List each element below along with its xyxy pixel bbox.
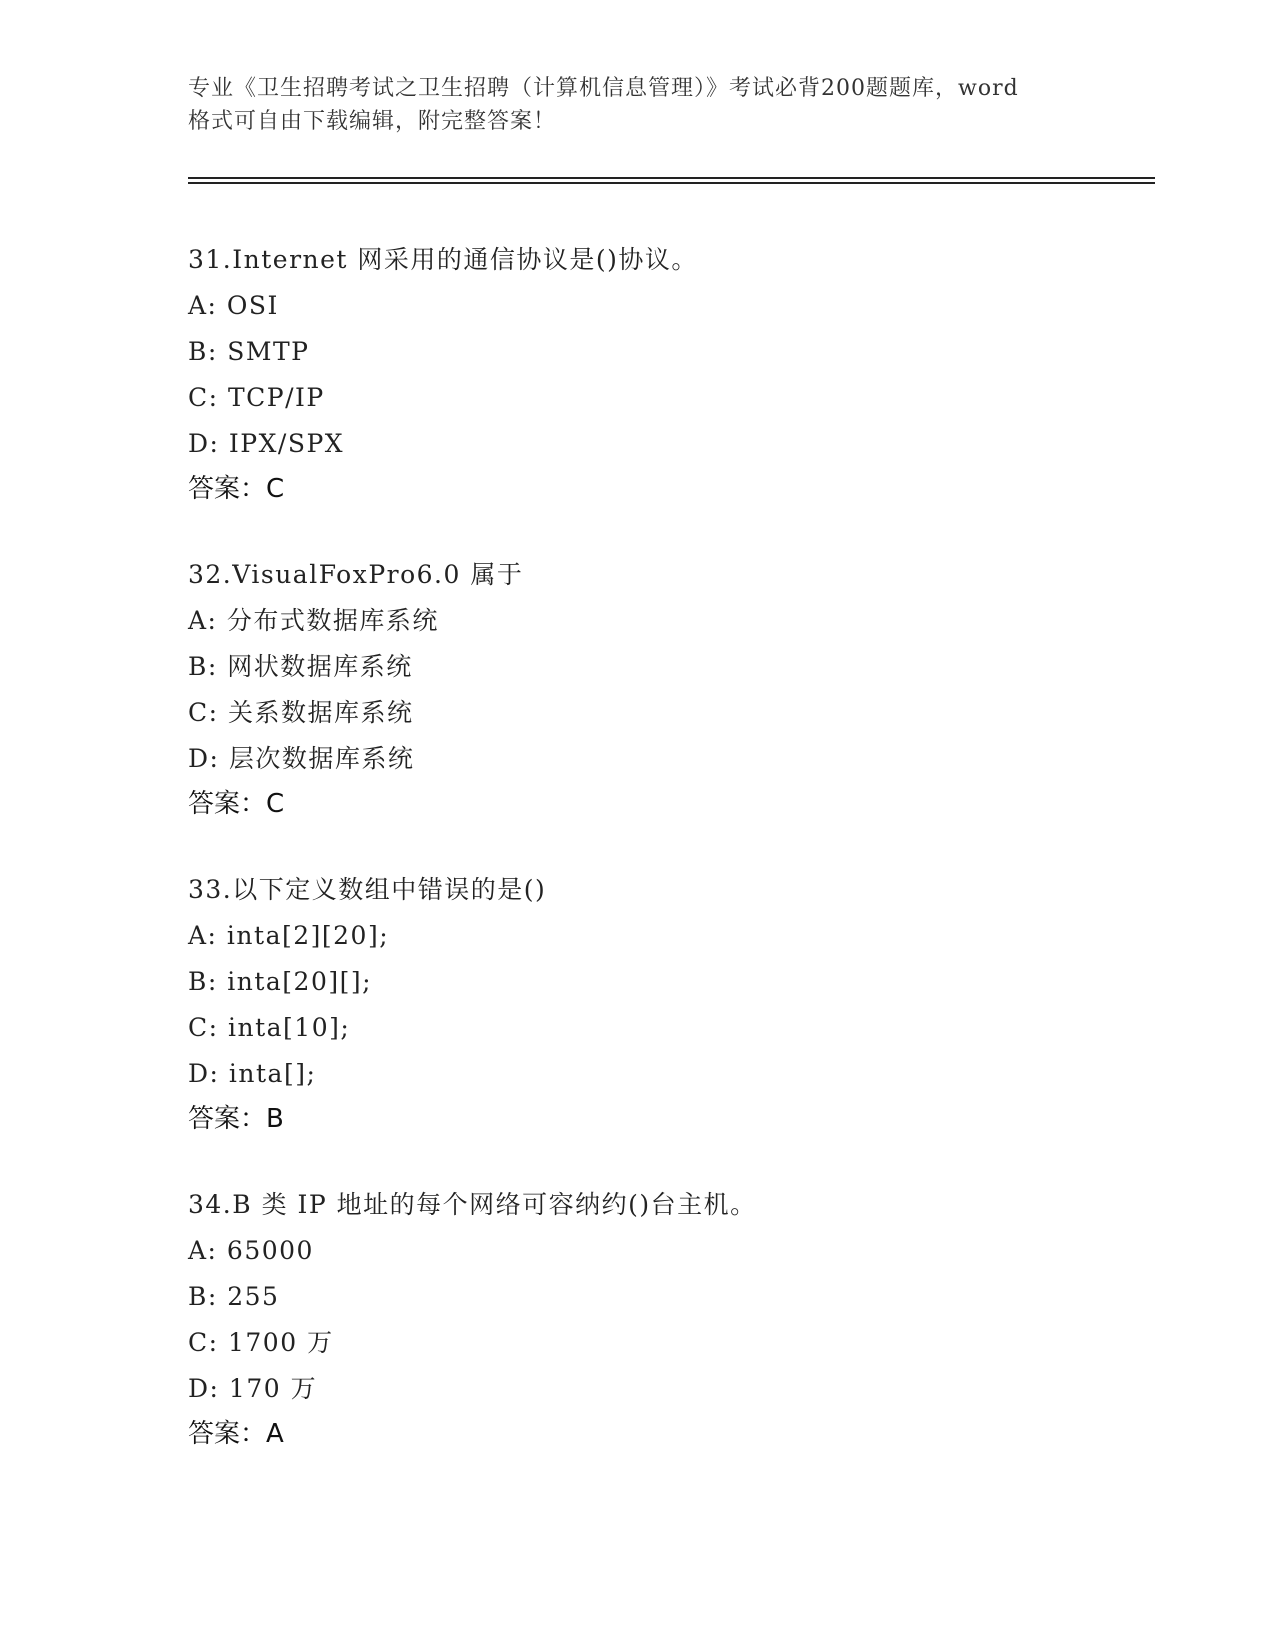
option-b: B: inta[20][]; [188,967,373,996]
option-b: B: SMTP [188,337,310,366]
option-a: A: 分布式数据库系统 [188,606,439,635]
document-header [188,72,1108,138]
question-spacer [188,1141,1148,1182]
option-c: C: 1700 万 [188,1328,334,1357]
question-stem: 33.以下定义数组中错误的是() [188,875,547,904]
question-34 [188,1182,1148,1456]
question-stem: 31.Internet 网采用的通信协议是()协议。 [188,245,698,274]
header-line-2: 格式可自由下载编辑，附完整答案！ [188,109,557,134]
option-c: C: 关系数据库系统 [188,698,414,727]
question-stem: 32.VisualFoxPro6.0 属于 [188,560,524,589]
option-d: D: inta[]; [188,1059,317,1088]
header-line-1: 专业《卫生招聘考试之卫生招聘（计算机信息管理）》考试必背200题题库，word [188,76,1019,101]
option-c: C: TCP/IP [188,383,325,412]
option-d: D: IPX/SPX [188,429,345,458]
option-b: B: 255 [188,1282,280,1311]
answer-line: 答案：C [188,474,285,504]
header-divider-top [188,177,1155,179]
option-a: A: OSI [188,291,279,320]
question-stem: 34.B 类 IP 地址的每个网络可容纳约()台主机。 [188,1190,757,1219]
question-list [188,237,1148,1456]
question-33 [188,867,1148,1141]
option-d: D: 层次数据库系统 [188,744,415,773]
option-a: A: inta[2][20]; [188,921,390,950]
question-32 [188,552,1148,826]
option-c: C: inta[10]; [188,1013,351,1042]
option-b: B: 网状数据库系统 [188,652,413,681]
question-31 [188,237,1148,511]
question-spacer [188,826,1148,867]
question-spacer [188,511,1148,552]
header-divider-bottom [188,182,1155,184]
answer-line: 答案：B [188,1104,284,1134]
answer-line: 答案：A [188,1419,284,1449]
answer-line: 答案：C [188,789,285,819]
option-a: A: 65000 [188,1236,314,1265]
option-d: D: 170 万 [188,1374,318,1403]
